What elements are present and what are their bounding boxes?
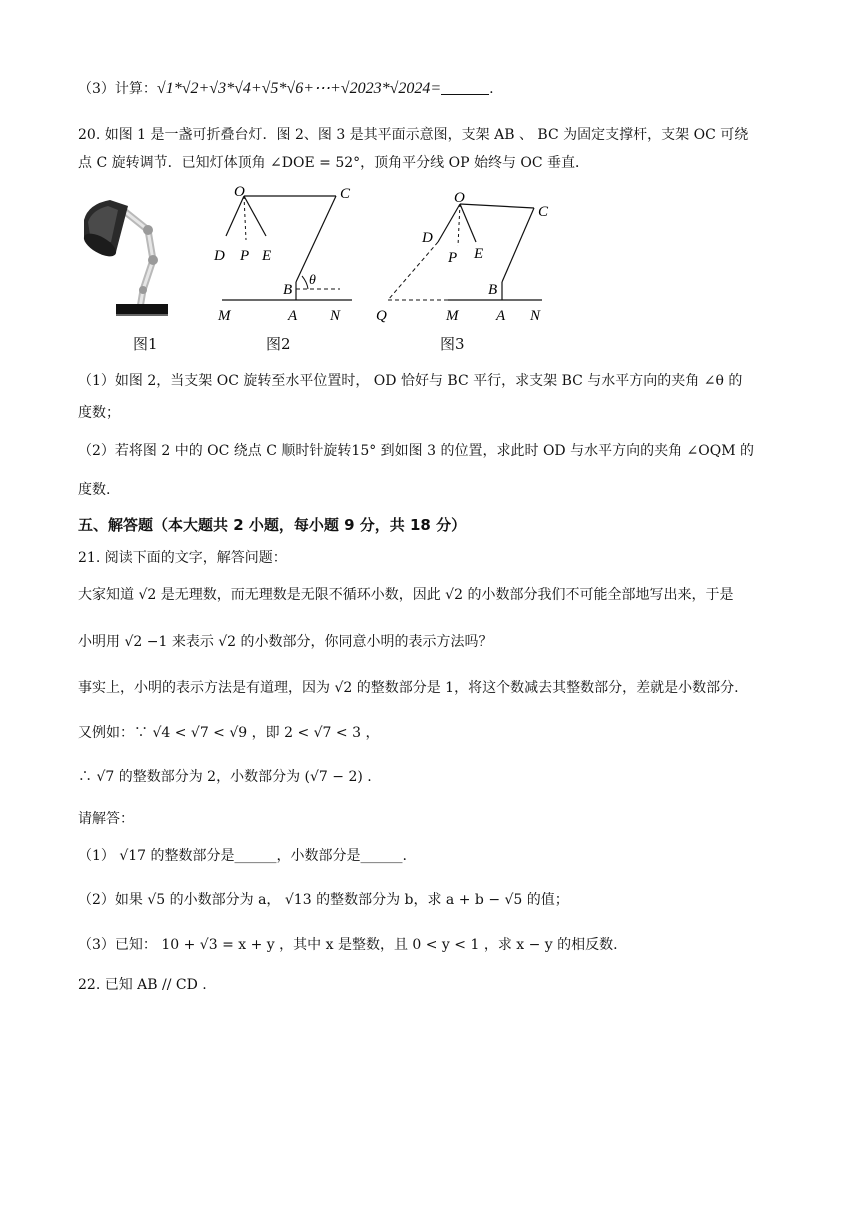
fig2-label-n: N xyxy=(330,308,341,324)
q20-stem-line1: 20. 如图 1 是一盏可折叠台灯．图 2、图 3 是其平面示意图，支架 AB 、 BC 为固定支撑杆，支架 OC 可绕 xyxy=(78,127,749,143)
fig2-label-p: P xyxy=(240,248,250,264)
fig2-label-d: D xyxy=(214,248,225,264)
fig3-label-a: A xyxy=(496,308,506,324)
q21-please-answer: 请解答： xyxy=(78,811,134,827)
fig2-label-o: O xyxy=(234,184,245,200)
fig3-label-p: P xyxy=(448,250,458,266)
fig2-label-e: E xyxy=(262,248,272,264)
q20-part2-line1: （2）若将图 2 中的 OC 绕点 C 顺时针旋转15° 到如图 3 的位置，求此时 OD 与水平方向的夹角 ∠OQM 的 xyxy=(78,443,755,459)
fig2-label-m: M xyxy=(218,308,231,324)
q21-paragraph-4: 又例如：∵ √4 < √7 < √9 ，即 2 < √7 < 3 ， xyxy=(78,725,380,741)
q21-part1: （1） √17 的整数部分是______，小数部分是______. xyxy=(78,848,407,864)
q21-part3: （3）已知： 10 + √3 = x + y ，其中 x 是整数，且 0 < y < 1 ，求 x − y 的相反数. xyxy=(78,937,618,953)
q20-part1-line2: 度数； xyxy=(78,405,120,421)
fig3-oe-segment xyxy=(460,204,476,242)
fig2-label-b: B xyxy=(283,282,293,298)
q19-part3 xyxy=(78,78,494,98)
q21-stem: 21. 阅读下面的文字，解答问题： xyxy=(78,550,287,566)
fig2-od-segment xyxy=(226,196,244,236)
q22-stem: 22. 已知 AB // CD . xyxy=(78,977,207,993)
q21-part2: （2）如果 √5 的小数部分为 a， √13 的整数部分为 b，求 a + b − √5 的值； xyxy=(78,892,569,908)
lamp-illustration xyxy=(78,190,170,320)
fig2-label-c: C xyxy=(340,186,351,202)
fig2-theta-arc xyxy=(302,276,308,289)
q21-paragraph-5: ∴ √7 的整数部分为 2，小数部分为 (√7 − 2) . xyxy=(78,769,372,785)
q21-paragraph-3: 事实上，小明的表示方法是有道理，因为 √2 的整数部分是 1，将这个数减去其整数部分，差就是小数部分. xyxy=(78,680,739,696)
fig2-label-theta: θ xyxy=(309,273,316,288)
fig3-label-d: D xyxy=(422,230,433,246)
fig2-label-a: A xyxy=(288,308,298,324)
fig3-label-m: M xyxy=(446,308,459,324)
fig2-bc-segment xyxy=(296,196,336,282)
q20-stem-line2: 点 C 旋转调节．已知灯体顶角 ∠DOE = 52°，顶角平分线 OP 始终与 OC 垂直． xyxy=(78,155,590,171)
q20-part2-line2: 度数. xyxy=(78,482,111,498)
figure-1-lamp-photo xyxy=(78,190,170,320)
q19-part3-end: . xyxy=(489,81,494,97)
fig3-op-bisector xyxy=(458,204,460,246)
q19-part3-label: （3）计算： xyxy=(78,81,157,97)
answer-blank xyxy=(441,80,489,95)
figure-2-diagram xyxy=(212,184,362,324)
fig2-op-bisector xyxy=(244,196,246,240)
figure-2-svg xyxy=(212,184,362,324)
figure-3-caption: 图3 xyxy=(440,335,465,353)
figure-2-caption: 图2 xyxy=(266,335,291,353)
fig3-label-b: B xyxy=(488,282,498,298)
q20-part1-line1: （1）如图 2，当支架 OC 旋转至水平位置时， OD 恰好与 BC 平行，求支架 BC 与水平方向的夹角 ∠θ 的 xyxy=(78,373,743,389)
fig3-od-extension xyxy=(388,242,438,300)
figure-1-caption: 图1 xyxy=(133,335,158,353)
fig2-oe-segment xyxy=(244,196,266,236)
fig3-oc-segment xyxy=(460,204,534,208)
q19-part3-expression: √1*√2+√3*√4+√5*√6+⋯+√2023*√2024= xyxy=(156,80,442,97)
fig3-label-q: Q xyxy=(376,308,387,324)
fig3-bc-segment xyxy=(502,208,534,282)
fig3-label-n: N xyxy=(530,308,541,324)
q21-paragraph-1: 大家知道 √2 是无理数，而无理数是无限不循环小数，因此 √2 的小数部分我们不可能全部地写出来，于是 xyxy=(78,587,734,603)
fig3-label-o: O xyxy=(454,190,465,206)
section-5-heading: 五、解答题（本大题共 2 小题，每小题 9 分，共 18 分） xyxy=(78,516,467,534)
fig3-label-e: E xyxy=(474,246,484,262)
figure-3-diagram xyxy=(372,184,552,324)
fig3-od-segment xyxy=(438,204,460,242)
figure-3-svg xyxy=(372,184,552,324)
q21-paragraph-2: 小明用 √2 −1 来表示 √2 的小数部分，你同意小明的表示方法吗？ xyxy=(78,634,493,650)
fig3-label-c: C xyxy=(538,204,549,220)
